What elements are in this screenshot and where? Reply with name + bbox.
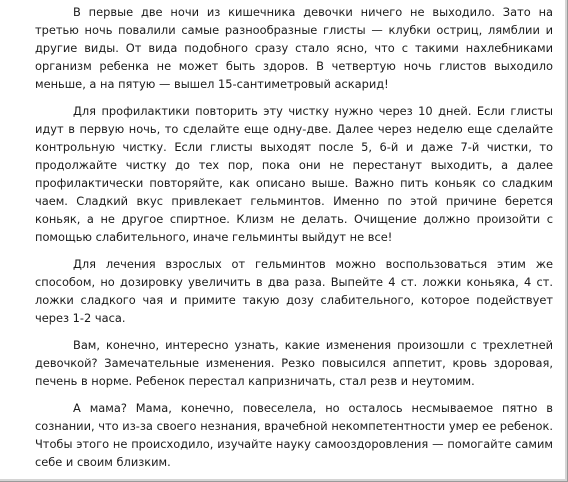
paragraph-4: Вам, конечно, интересно узнать, какие изменения произошли с трехлетней девочкой? Замечательные изменения. Резко повысился аппетит, кровь здоровая, печень в норме. Ребенок перестал капризничать, стал резв и неутомим.: [35, 338, 553, 388]
paragraph-5: А мама? Мама, конечно, повеселела, но осталось несмываемое пятно в сознании, что из-за своего незнания, врачебной некомпетентности умер ее ребенок. Чтобы этого не происходило, изучайте науку самооздоровления — помогайте самим себе и своим близким.: [35, 401, 553, 469]
paragraph-2: Для профилактики повторить эту чистку нужно через 10 дней. Если глисты идут в первую ночь, то сделайте еще одну-две. Далее через неделю еще сделайте контрольную чистку. Если глисты выходят после 5, 6-й и даже 7-й чистки, то продолжайте чистку до тех пор, пока они не перестанут выходить, а далее профилактически повторяйте, как описано выше. Важно пить коньяк со сладким чаем. Сладкий вкус привлекает гельминтов. Именно по этой причине берется коньяк, а не другое спиртное. Клизм не делать. Очищение должно произойти с помощью слабительного, иначе гельминты выйдут не все!: [35, 104, 553, 244]
paragraph-3: Для лечения взрослых от гельминтов можно воспользоваться этим же способом, но дозировку увеличить в два раза. Выпейте 4 ст. ложки коньяка, 4 ст. ложки сладкого чая и примите такую дозу слабительного, которое подействует через 1-2 часа.: [35, 257, 553, 325]
article-body: [35, 3, 553, 480]
paragraph-1: В первые две ночи из кишечника девочки ничего не выходило. Зато на третью ночь повалили самые разнообразные глисты — клубки остриц, лямблии и другие виды. От вида подобного сразу стало ясно, что с такими нахлебниками организм ребенка не может быть здоров. В четвертую ночь глистов выходило меньше, а на пятую — вышел 15-сантиметровый аскарид!: [35, 5, 553, 91]
